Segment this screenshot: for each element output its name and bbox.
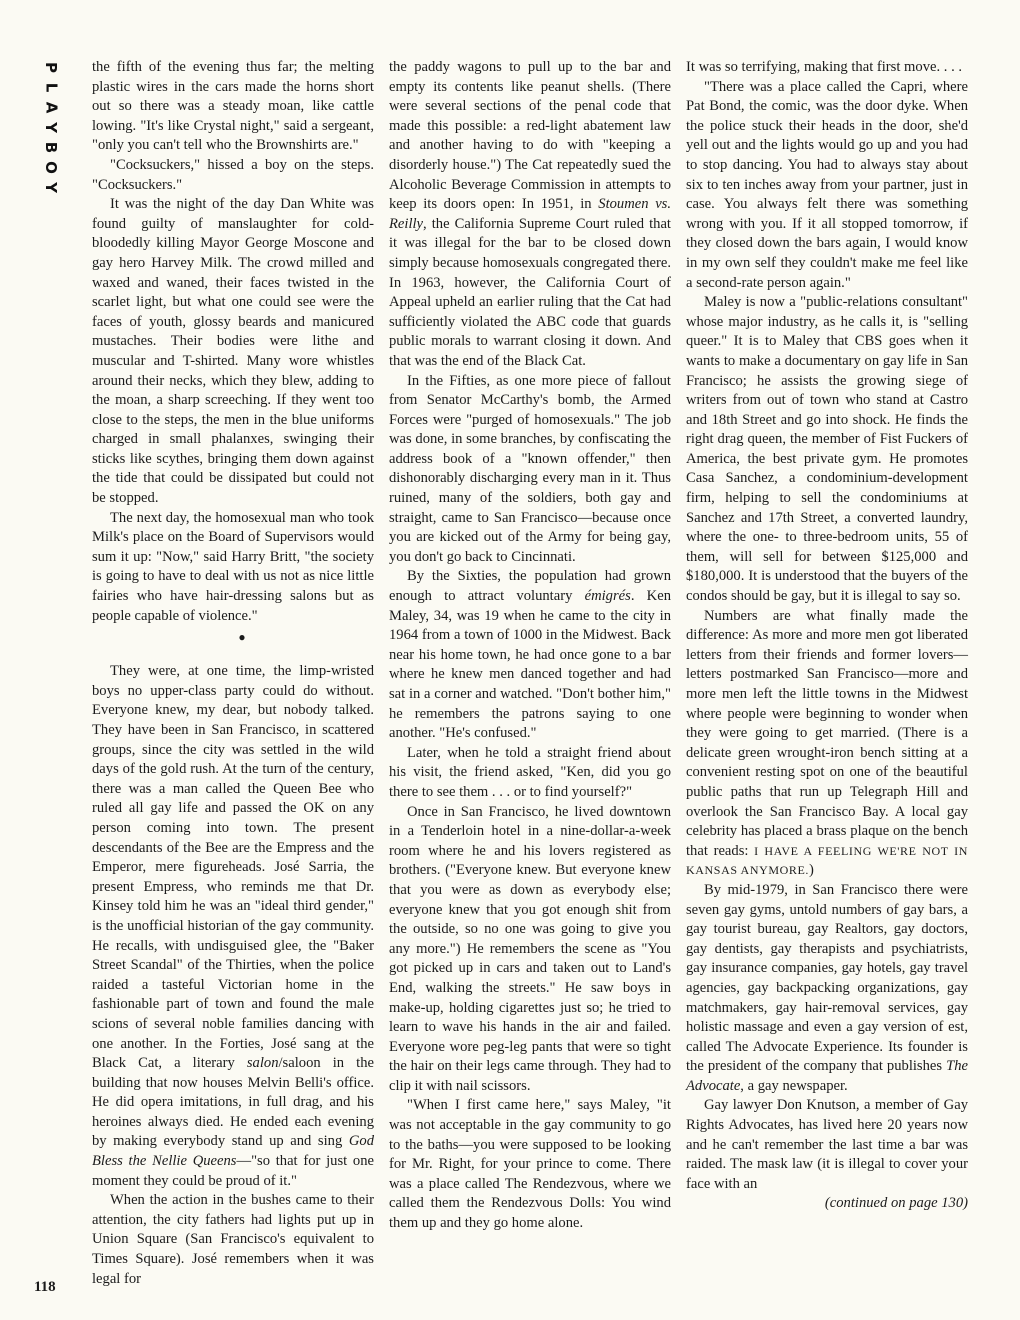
paragraph: "There was a place called the Capri, where Pat Bond, the comic, was the door dyke. When the police stuck their heads in the door, she'd yell out and the lights would go up and you had to stop dancing. You had to always stay about six to ten inches away from your partner, just in case. You always felt there was something wrong with you. If it all stopped tomorrow, if they closed down the bars again, I would know in my own self they couldn't make me feel like a second-rate person again." (686, 78, 968, 291)
paragraph (389, 58, 671, 372)
text-run: Numbers are what finally made the difference: As more and more men got liberated letters from their friends and former lovers—letters postmarked San Francisco—more and more men left the little towns in the Midwest where people were beginning to wonder when they were going to get married. (There is a delicate green wrought-iron bench sitting at a convenient resting spot on one of the beautiful public paths that run up Telegraph Hill and overlook the San Francisco Bay. A local gay celebrity has placed a brass plaque on the bench that reads: (686, 607, 968, 859)
text-run: ) (809, 862, 814, 879)
text-column-2 (389, 58, 671, 1234)
text-run: By the Sixties, the population had grown enough to attract voluntary (389, 568, 671, 605)
text-run: , a gay newspaper. (740, 1077, 848, 1094)
paragraph: "When I first came here," says Maley, "it was not acceptable in the gay community to go to the baths—you were supposed to be looking for Mr. Right, for your prince to come. There was a place called The Rendezvous, where we called them the Rendezvous Dolls: You wind them up and they go home alone. (389, 1097, 671, 1232)
paragraph: Gay lawyer Don Knutson, a member of Gay Rights Advocates, has lived here 20 years now and he can't remember the last time a bar was raided. The mask law (it is illegal to cover your face with an (686, 1097, 968, 1192)
paragraph (686, 881, 968, 1097)
text-run: , the California Supreme Court ruled that it was illegal for the bar to be closed down simply because homosexuals congregated there. In 1963, however, the California Court of Appeal upheld an earlier ruling that the Cat had sufficiently violated the ABC code that guards public morals to warrant closing it down. And that was the end of the Black Cat. (389, 215, 671, 369)
text-run: the paddy wagons to pull up to the bar and empty its contents like peanut shells. (There were several sections of the penal code that made this possible: a red-light abatement law and another having to do with "keeping a disorderly house.") The Cat repeatedly sued the Alcoholic Beverage Commission in attempts to keep its doors open: In 1951, in (389, 59, 671, 213)
text-run: . Ken Maley, 34, was 19 when he came to the city in 1964 from a town of 1000 in the Midwest. Back near his home town, he had once gone to a bar where he knew men danced together and had sat in a corner and watched. "Don't bother him," he remembers the patrons saying to one another. "He's confused." (389, 588, 671, 742)
text-run: They were, at one time, the limp-wristed boys no upper-class party could do without. Everyone knew, my dear, but nobody talked. They have been in San Francisco, in scattered groups, since the city was settled in the wild days of the gold rush. At the turn of the century, there was a man called the Queen Bee who ruled all gay life and passed the OK on any person coming into town. The present descendants of the Bee are the Empress and the Emperor, mere figureheads. José Sarria, the present Empress, who reminds me that Dr. Kinsey told him he was an "ideal third gender," is the unofficial historian of the gay community. He recalls, with undisguised glee, the "Baker Street Scandal" of the Thirties, when the police raided a tasteful Victorian home in the fashionable part of town and found the male scions of several noble families dancing with one another. In the Forties, José sang at the Black Cat, a literary (92, 663, 374, 1072)
section-break-bullet: ● (238, 630, 246, 645)
running-head-letter: A (41, 101, 60, 115)
text-run: —"so that for just one moment they could be proud of it." (92, 1153, 374, 1189)
paragraph: It was the night of the day Dan White was found guilty of manslaughter for cold-bloodedly killing Mayor George Moscone and gay hero Harvey Milk. The crowd milled and waxed and waned, their faces twisted in the scarlet light, but what one could see were the faces of youth, glossy beards and manicured mustaches. Their bodies were lithe and muscular and T-shirted. Many wore whistles around their necks, which they blew, adding to the moan, a sharp screeching. If they went too close to the steps, the men in the blue uniforms charged in small phalanxes, swinging their sticks like scythes, bringing them down against the tide that could be dissipated but could not be stopped. (92, 196, 374, 507)
running-head-letter: P (42, 62, 60, 74)
paragraph: The next day, the homosexual man who took Milk's place on the Board of Supervisors would sum it up: "Now," said Harry Britt, "the society is going to have to deal with us not as nice little fairies who have hair-dressing salons but as people capable of violence." (92, 509, 374, 624)
running-head (38, 58, 64, 198)
text-column-3 (686, 58, 968, 1214)
italic-text: God Bless the Nellie Queens (92, 1133, 374, 1170)
plaque-text: I HAVE A FEELING WE'RE NOT IN KANSAS ANYMORE. (686, 843, 968, 878)
paragraph (389, 567, 671, 743)
paragraph: the fifth of the evening thus far; the melting plastic wires in the cars made the horns short out so there was a steady moan, like cattle lowing. "It's like Crystal night," said a sergeant, "only you can't tell who the Brownshirts are." (92, 59, 374, 154)
paragraph: "Cocksuckers," hissed a boy on the steps. "Cocksuckers." (92, 156, 374, 193)
running-head-letter: B (42, 141, 60, 155)
text-run: By mid-1979, in San Francisco there were seven gay gyms, untold numbers of gay bars, a gay tourist bureau, gay Realtors, gay doctors, gay dentists, gay therapists and psychiatrists, gay insurance companies, gay hotels, gay travel agencies, gay backpacking organizations, gay matchmakers, gay hair-removal services, gay holistic massage and even a gay version of est, called The Advocate Experience. Its founder is the president of the company that publishes (686, 881, 968, 1075)
paragraph: When the action in the bushes came to their attention, the city fathers had lights put up in Union Square (San Francisco's equivalent to Times Square). José remembers when it was legal for (92, 1192, 374, 1287)
running-head-letter: Y (42, 122, 60, 134)
running-head-letter: L (42, 82, 60, 94)
italic-text: émigrés (584, 588, 631, 605)
running-head-letter: Y (42, 182, 60, 194)
italic-text: salon (246, 1055, 279, 1072)
paragraph: It was so terrifying, making that first move. . . . (686, 59, 963, 75)
paragraph: Later, when he told a straight friend about his visit, the friend asked, "Ken, did you go there to see them . . . or to find yourself?" (389, 744, 671, 800)
text-run: /saloon in the building that now houses Melvin Belli's office. He did opera imitations, in full drag, and his heroines always died. He ended each evening by making everybody stand up and sing (92, 1055, 374, 1150)
text-column-1 (92, 58, 374, 1289)
running-head-letter: O (41, 161, 60, 175)
continued-on-link[interactable]: (continued on page 130) (824, 1195, 968, 1212)
paragraph: Maley is now a "public-relations consultant" whose major industry, as he calls it, is "selling queer." It is to Maley that CBS goes when it wants to make a documentary on gay life in San Francisco; he assists the growing siege of writers from out of town who stand at Castro and 18th Street and go into shock. He finds the right drag queen, the member of Fist Fuckers of America, the best private gym. He promotes Casa Sanchez, a condominium-development firm, helping to sell the condominiums at Sanchez and 17th Street, a converted laundry, where the one- to three-bedroom units, 55 of them, will sell for between $125,000 and $180,000. It is understood that the buyers of the condos should be gay, but it is illegal to say so. (686, 294, 968, 605)
paragraph: In the Fifties, as one more piece of fallout from Senator McCarthy's bomb, the Armed Forces were "purged of homosexuals." The job was done, in some branches, by confiscating the address book of a "known offender," then dishonorably discharging every man in it. Thus ruined, many of the soldiers, both gay and straight, came to San Francisco—because once you are kicked out of the Army for being gay, you don't go back to Cincinnati. (389, 372, 671, 565)
italic-text: Stoumen vs. Reilly (389, 196, 672, 232)
paragraph (92, 662, 374, 1191)
paragraph (686, 607, 968, 881)
paragraph: Once in San Francisco, he lived downtown in a Tenderloin hotel in a nine-dollar-a-week room where he and his lovers registered as brothers. ("Everyone knew. But everyone knew that you were as down as everybody else; everyone knew that you got enough shit from the outside, so no one was going to give you any more.") He remembers the scene as "You got picked up in cars and taken out to Land's End, walking the streets." He saw boys in make-up, holding cigarettes just so; he tried to learn to wave his hands in the air and failed. Everyone wore peg-leg pants that were so tight the hair on their legs came through. They had to clip it with nail scissors. (389, 803, 671, 1094)
italic-text: The Advocate (686, 1058, 968, 1094)
page-number: 118 (34, 1279, 56, 1295)
